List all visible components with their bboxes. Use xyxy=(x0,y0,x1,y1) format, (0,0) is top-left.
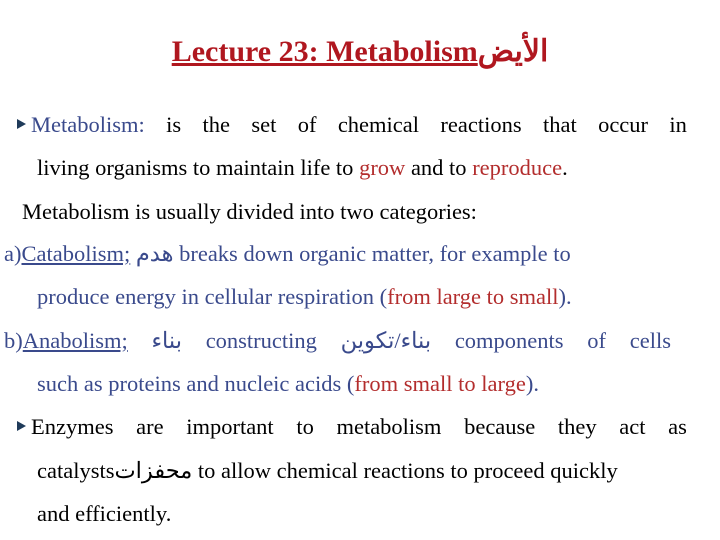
large-to-small: from large to small xyxy=(387,284,559,309)
word: cells xyxy=(629,328,671,353)
catabolism-term: Catabolism; xyxy=(21,241,131,266)
definition-term: Metabolism: xyxy=(17,112,145,138)
word: are xyxy=(136,414,164,439)
word: in xyxy=(669,112,687,137)
definition-line-2: living organisms to maintain life to grow and to reproduce. xyxy=(37,155,568,180)
word: reactions xyxy=(440,112,522,137)
word: components xyxy=(454,328,564,353)
enzymes-line-3: and efficiently. xyxy=(37,501,172,526)
anabolism-term: Anabolism; xyxy=(22,328,128,353)
word: occur xyxy=(598,112,649,137)
bullet-icon xyxy=(17,119,26,129)
anabolism-arabic-2: بناء/تكوين xyxy=(340,328,432,353)
word: that xyxy=(542,112,577,137)
word: to xyxy=(296,414,314,439)
anabolism-arabic-1: بناء xyxy=(151,328,182,353)
word: important xyxy=(186,414,274,439)
catalysts-arabic: محفزات xyxy=(114,458,193,483)
word: chemical xyxy=(337,112,420,137)
slide-title xyxy=(0,34,720,69)
word: they xyxy=(557,414,597,439)
word: of xyxy=(297,112,317,137)
catabolism-line: a)Catabolism; هدم breaks down organic matter, for example to xyxy=(4,241,571,266)
title-text: Lecture 23: Metabolism xyxy=(171,35,478,68)
catabolism-line-2: produce energy in cellular respiration (from large to small). xyxy=(37,284,572,309)
enzymes-line: Enzymes are important to metabolism because they act as xyxy=(17,414,687,440)
definition-line-1 xyxy=(17,112,687,138)
catabolism-arabic: هدم xyxy=(135,241,174,266)
word: the xyxy=(202,112,230,137)
small-to-large: from small to large xyxy=(354,371,526,396)
word: because xyxy=(464,414,536,439)
bullet-icon xyxy=(17,421,26,431)
enzymes-line-2: catalystsمحفزات to allow chemical reactions to proceed quickly xyxy=(37,458,618,483)
catabolism-definition: breaks down organic matter, for example to xyxy=(179,241,571,266)
word: metabolism xyxy=(336,414,442,439)
word: as xyxy=(668,414,687,439)
anabolism-line-2: such as proteins and nucleic acids (from small to large). xyxy=(37,371,539,396)
word: is xyxy=(166,112,182,137)
categories-intro: Metabolism is usually divided into two categories: xyxy=(22,199,477,224)
word: constructing xyxy=(205,328,317,353)
word: set xyxy=(251,112,277,137)
anabolism-line: b)Anabolism; بناء constructing بناء/تكوين components of cells xyxy=(4,328,671,353)
word: act xyxy=(619,414,646,439)
grow-text: grow xyxy=(359,155,406,180)
title-arabic: الأيض xyxy=(477,35,549,68)
reproduce-text: reproduce xyxy=(472,155,563,180)
word: of xyxy=(587,328,607,353)
